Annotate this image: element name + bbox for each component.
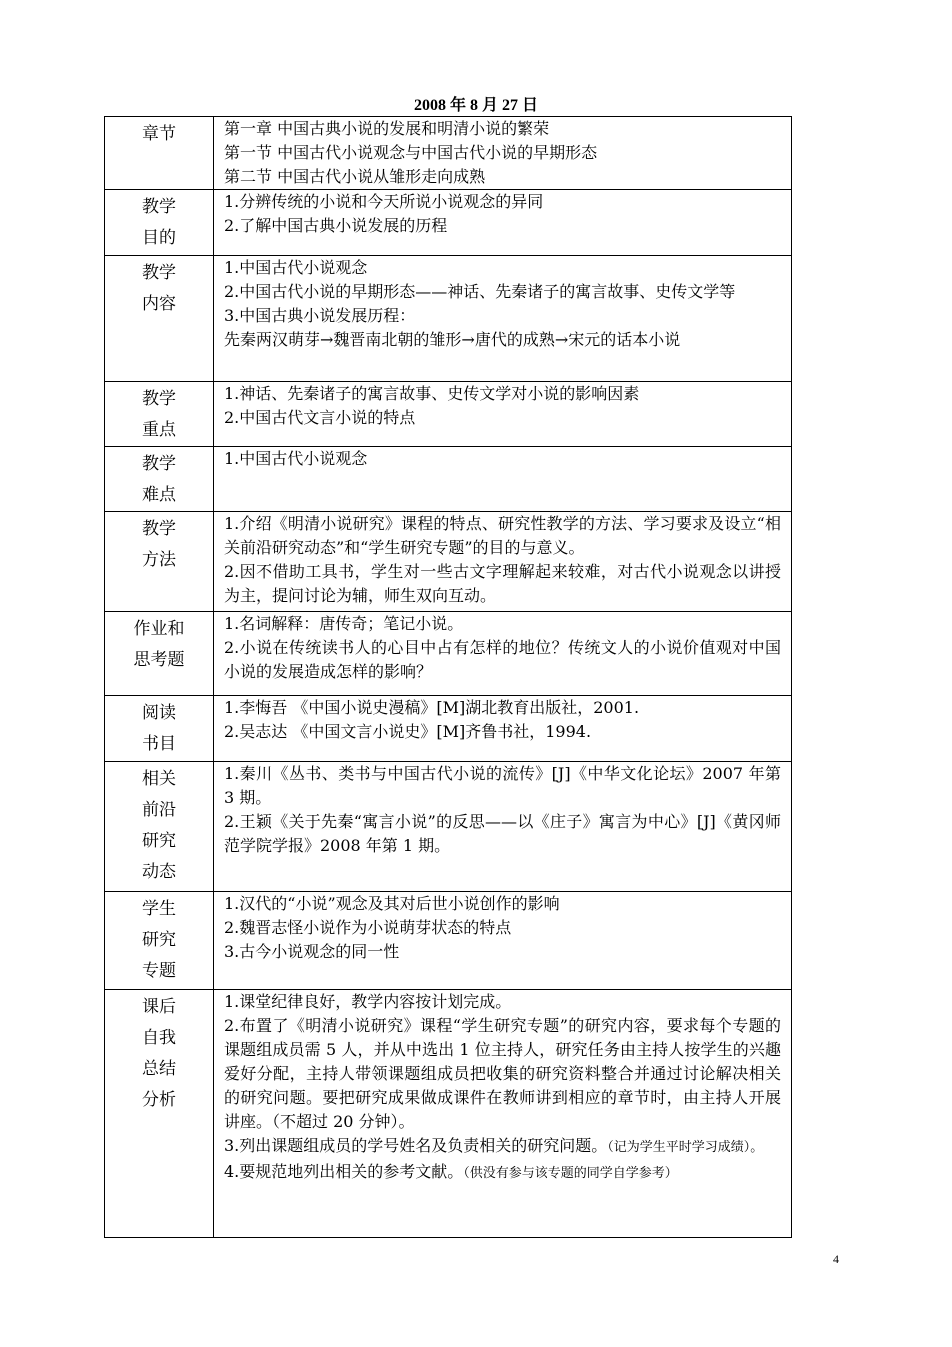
- row-content: 1.中国古代小说观念 2.中国古代小说的早期形态——神话、先秦诸子的寓言故事、史传文学等 3.中国古典小说发展历程： 先秦两汉萌芽→魏晋南北朝的雏形→唐代的成熟→宋元的话本小说: [214, 256, 792, 382]
- table-row-content: [105, 256, 792, 382]
- document-date: 2008 年 8 月 27 日: [413, 97, 538, 114]
- row-label: 作业和 思考题: [105, 612, 214, 696]
- page-number: 4: [833, 1252, 839, 1266]
- row-content: 1.中国古代小说观念: [214, 447, 792, 512]
- row-content: 1.分辨传统的小说和今天所说小说观念的异同 2.了解中国古典小说发展的历程: [214, 190, 792, 256]
- row-label: 教学 内容: [105, 256, 214, 382]
- row-label: 课后 自我 总结 分析: [105, 990, 214, 1238]
- row-label: 教学 目的: [105, 190, 214, 256]
- row-label: 教学 重点: [105, 382, 214, 447]
- row-content: 1.秦川《丛书、类书与中国古代小说的流传》[J]《中华文化论坛》2007 年第 3 期。 2.王颖《关于先秦“寓言小说”的反思——以《庄子》寓言为中心》[J]《黄冈师范学院学报》2008 年第 1 期。: [214, 762, 792, 892]
- row-content: 1.神话、先秦诸子的寓言故事、史传文学对小说的影响因素 2.中国古代文言小说的特点: [214, 382, 792, 447]
- table-row-reading-list: [105, 696, 792, 762]
- row-label: 教学 难点: [105, 447, 214, 512]
- table-row-difficulties: [105, 447, 792, 512]
- row-content: 1.汉代的“小说”观念及其对后世小说创作的影响 2.魏晋志怪小说作为小说萌芽状态的特点 3.古今小说观念的同一性: [214, 892, 792, 990]
- row-content: 1.课堂纪律良好，教学内容按计划完成。 2.布置了《明清小说研究》课程“学生研究专题”的研究内容，要求每个专题的课题组成员需 5 人，并从中选出 1 位主持人，研究任务由主持人按学生的兴趣爱好分配，主持人带领课题组成员把收集的研究资料整合并通过讨论解决相关的研究问题。要把研究成果做成课件在教师讲到相应的章节时，由主持人开展讲座。（不超过 20 分钟）。 3.列出课题组成员的学号姓名及负责相关的研究问题。（记为学生平时学习成绩）。 4.要规范地列出相关的参考文献。（供没有参与该专题的同学自学参考）: [214, 990, 792, 1238]
- table-row-self-review: [105, 990, 792, 1238]
- row-label: 阅读 书目: [105, 696, 214, 762]
- table-row-student-topics: [105, 892, 792, 990]
- row-content: 1.名词解释：唐传奇；笔记小说。 2.小说在传统读书人的心目中占有怎样的地位？传统文人的小说价值观对中国小说的发展造成怎样的影响？: [214, 612, 792, 696]
- lesson-plan-table: [104, 116, 792, 1238]
- self-review-item-4: 4.要规范地列出相关的参考文献。（供没有参与该专题的同学自学参考）: [224, 1162, 678, 1181]
- row-content: 1.李悔吾 《中国小说史漫稿》[M]湖北教育出版社，2001. 2.吴志达 《中国文言小说史》[M]齐鲁书社，1994.: [214, 696, 792, 762]
- table-row-homework: [105, 612, 792, 696]
- row-content: 1.介绍《明清小说研究》课程的特点、研究性教学的方法、学习要求及设立“相关前沿研究动态”和“学生研究专题”的目的与意义。 2.因不借助工具书，学生对一些古文字理解起来较难，对古代小说观念以讲授为主，提问讨论为辅，师生双向互动。: [214, 512, 792, 612]
- row-label: 学生 研究 专题: [105, 892, 214, 990]
- row-label: 教学 方法: [105, 512, 214, 612]
- row-label: 章节: [105, 117, 214, 190]
- table-row-methods: [105, 512, 792, 612]
- table-row-chapter: [105, 117, 792, 190]
- row-label: 相关 前沿 研究 动态: [105, 762, 214, 892]
- table-row-research-trends: [105, 762, 792, 892]
- row-content: 第一章 中国古典小说的发展和明清小说的繁荣 第一节 中国古代小说观念与中国古代小说的早期形态 第二节 中国古代小说从雏形走向成熟: [214, 117, 792, 190]
- table-row-key-points: [105, 382, 792, 447]
- self-review-item-3: 3.列出课题组成员的学号姓名及负责相关的研究问题。（记为学生平时学习成绩）。: [224, 1136, 764, 1155]
- table-row-objectives: [105, 190, 792, 256]
